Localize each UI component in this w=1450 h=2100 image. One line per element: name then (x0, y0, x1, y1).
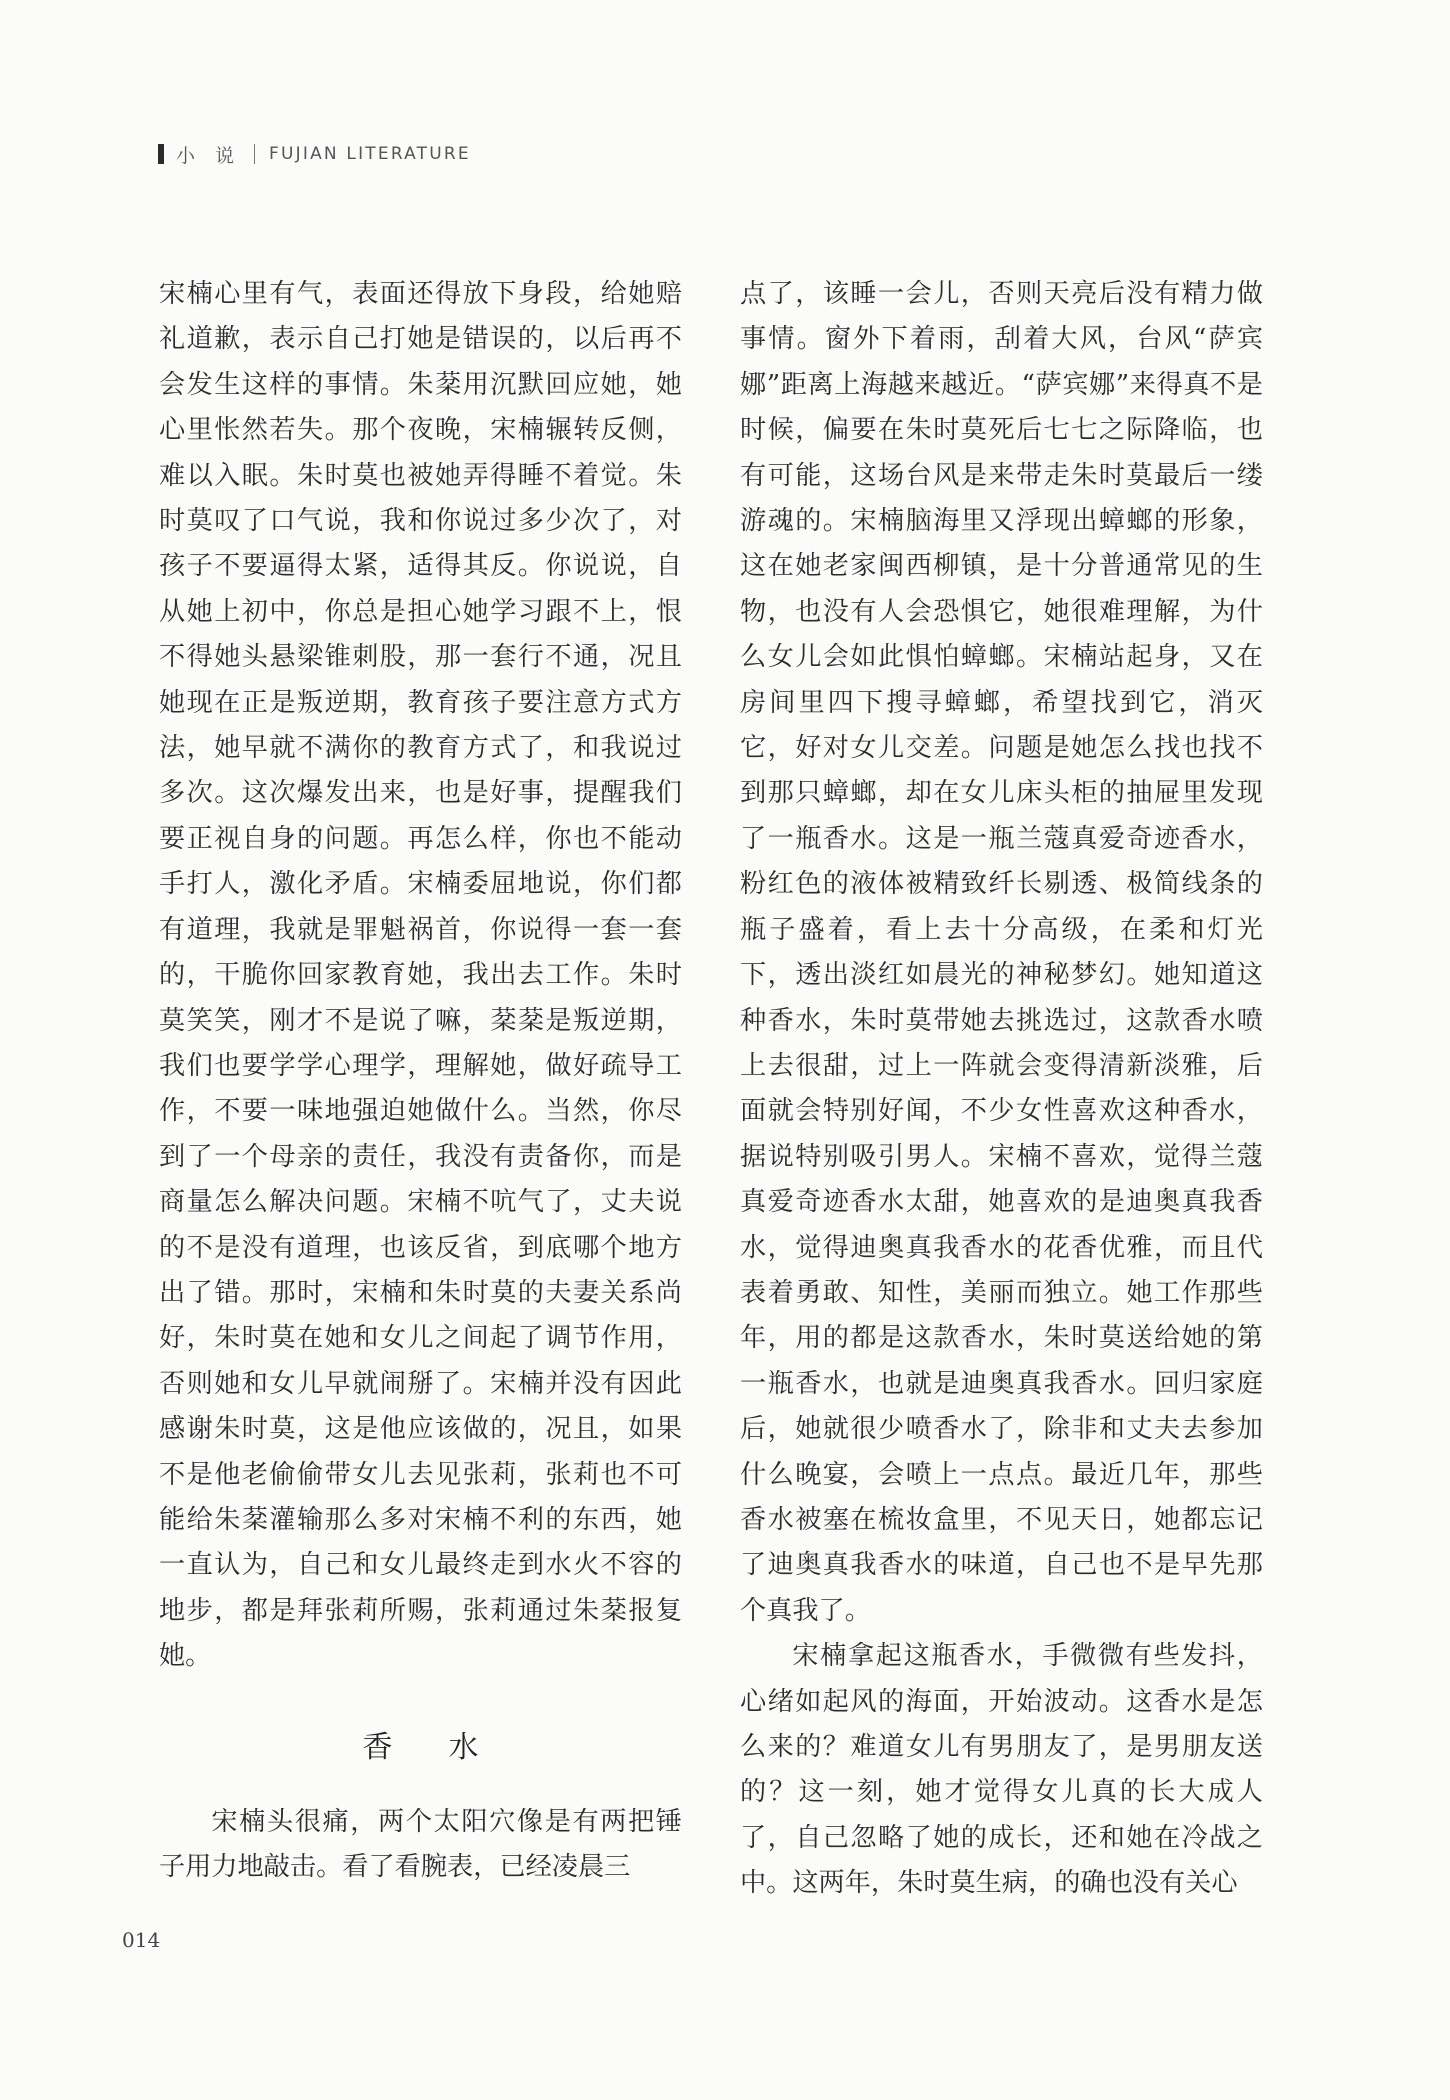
paragraph: 宋楠头很痛，两个太阳穴像是有两把锤子用力地敲击。看了看腕表，已经凌晨三 (159, 1806, 682, 1882)
magazine-name: FUJIAN LITERATURE (269, 144, 471, 164)
header-divider (254, 144, 255, 164)
paragraph: 宋楠心里有气，表面还得放下身段，给她赔礼道歉，表示自己打她是错误的，以后再不会发生这样的事情。朱棻用沉默回应她，她心里怅然若失。那个夜晚，宋楠辗转反侧，难以入眠。朱时莫也被她弄得睡不着觉。朱时莫叹了口气说，我和你说过多少次了，对孩子不要逼得太紧，适得其反。你说说，自从她上初中，你总是担心她学习跟不上，恨不得她头悬梁锥刺股，那一套行不通，况且她现在正是叛逆期，教育孩子要注意方式方法，她早就不满你的教育方式了，和我说过多次。这次爆发出来，也是好事，提醒我们要正视自身的问题。再怎么样，你也不能动手打人，激化矛盾。宋楠委屈地说，你们都有道理，我就是罪魁祸首，你说得一套一套的，干脆你回家教育她，我出去工作。朱时莫笑笑，刚才不是说了嘛，棻棻是叛逆期，我们也要学学心理学，理解她，做好疏导工作，不要一味地强迫她做什么。当然，你尽到了一个母亲的责任，我没有责备你，而是商量怎么解决问题。宋楠不吭气了，丈夫说的不是没有道理，也该反省，到底哪个地方出了错。那时，宋楠和朱时莫的夫妻关系尚好，朱时莫在她和女儿之间起了调节作用，否则她和女儿早就闹掰了。宋楠并没有因此感谢朱时莫，这是他应该做的，况且，如果不是他老偷偷带女儿去见张莉，张莉也不可能给朱棻灌输那么多对宋楠不利的东西，她一直认为，自己和女儿最终走到水火不容的地步，都是拜张莉所赐，张莉通过朱棻报复她。 (159, 279, 682, 1672)
header-marker-bar (158, 144, 164, 164)
right-text-column (740, 272, 1263, 1907)
page-number: 014 (122, 1928, 161, 1952)
paragraph: 宋楠拿起这瓶香水，手微微有些发抖，心绪如起风的海面，开始波动。这香水是怎么来的？难道女儿有男朋友了，是男朋友送的？这一刻，她才觉得女儿真的长大成人了，自己忽略了她的成长，还和她在冷战之中。这两年，朱时莫生病，的确也没有关心 (740, 1641, 1263, 1899)
paragraph: 点了，该睡一会儿，否则天亮后没有精力做事情。窗外下着雨，刮着大风，台风“萨宾娜”距离上海越来越近。“萨宾娜”来得真不是时候，偏要在朱时莫死后七七之际降临，也有可能，这场台风是来带走朱时莫最后一缕游魂的。宋楠脑海里又浮现出蟑螂的形象，这在她老家闽西柳镇，是十分普通常见的生物，也没有人会恐惧它，她很难理解，为什么女儿会如此惧怕蟑螂。宋楠站起身，又在房间里四下搜寻蟑螂，希望找到它，消灭它，好对女儿交差。问题是她怎么找也找不到那只蟑螂，却在女儿床头柜的抽屉里发现了一瓶香水。这是一瓶兰蔻真爱奇迹香水，粉红色的液体被精致纤长剔透、极简线条的瓶子盛着，看上去十分高级，在柔和灯光下，透出淡红如晨光的神秘梦幻。她知道这种香水，朱时莫带她去挑选过，这款香水喷上去很甜，过上一阵就会变得清新淡雅，后面就会特别好闻，不少女性喜欢这种香水，据说特别吸引男人。宋楠不喜欢，觉得兰蔻真爱奇迹香水太甜，她喜欢的是迪奥真我香水，觉得迪奥真我香水的花香优雅，而且代表着勇敢、知性，美丽而独立。她工作那些年，用的都是这款香水，朱时莫送给她的第一瓶香水，也就是迪奥真我香水。回归家庭后，她就很少喷香水了，除非和丈夫去参加什么晚宴，会喷上一点点。最近几年，那些香水被塞在梳妆盒里，不见天日，她都忘记了迪奥真我香水的味道，自己也不是早先那个真我了。 (740, 279, 1263, 1626)
section-title: 香水 (362, 1729, 535, 1765)
left-text-column (159, 272, 682, 1890)
running-header (158, 142, 471, 166)
section-label: 小说 (176, 144, 255, 167)
